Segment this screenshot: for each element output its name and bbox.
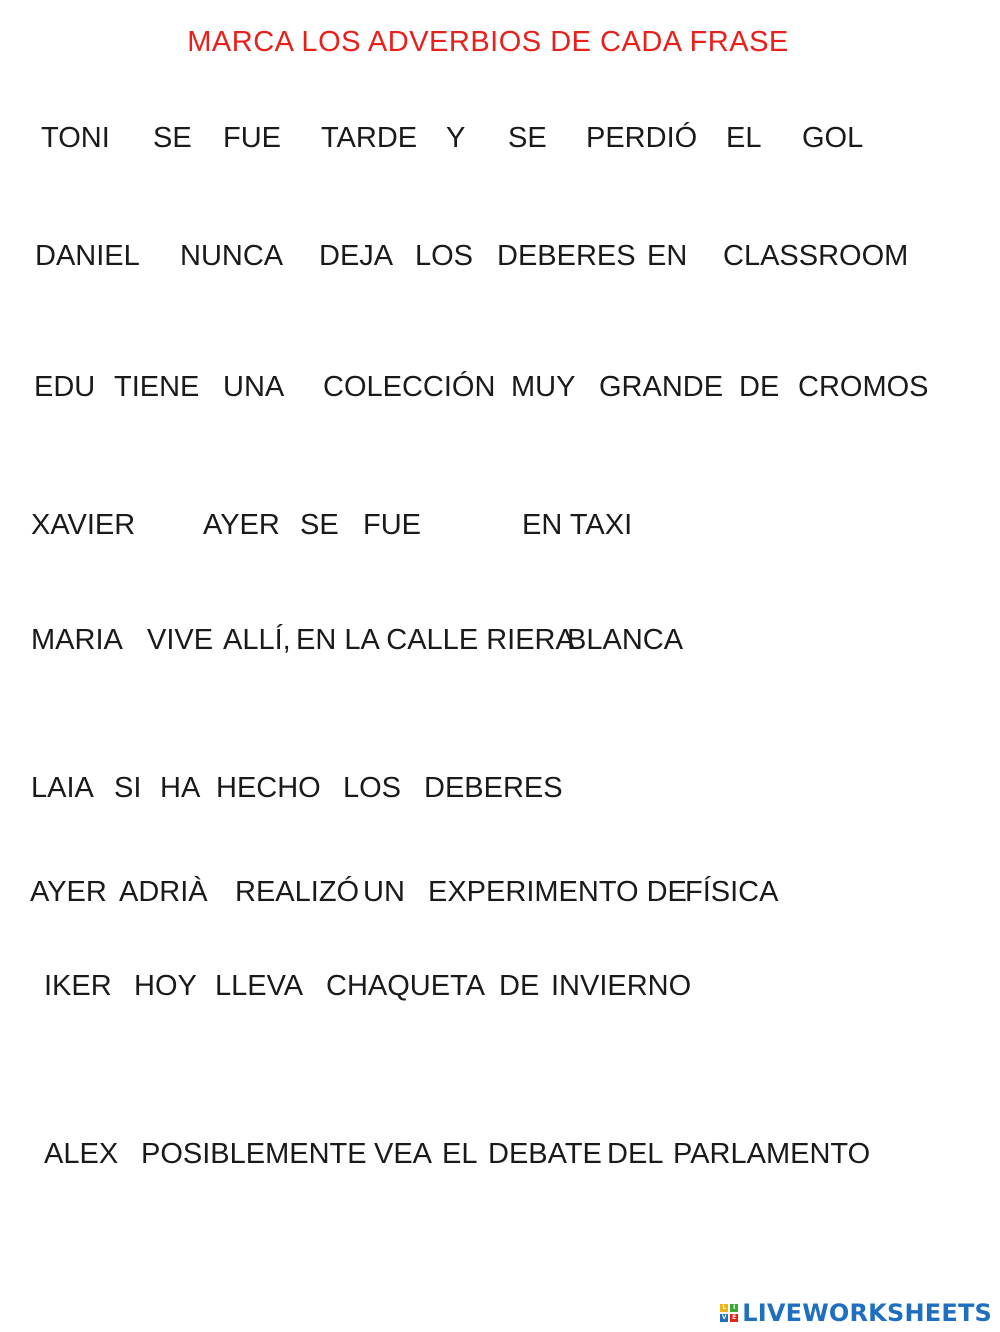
word[interactable]: VEA [374,1138,433,1170]
logo-text: LIVEWORKSHEETS [742,1299,992,1327]
word[interactable]: FUE [363,509,421,541]
sentence-1 [0,118,1000,158]
word[interactable]: DEBERES [497,240,636,272]
word[interactable]: GOL [802,122,864,154]
word[interactable]: AYER [203,509,280,541]
word[interactable]: DEBERES [424,772,563,804]
word[interactable]: DE [739,371,780,403]
word[interactable]: SI [114,772,142,804]
word[interactable]: CROMOS [798,371,929,403]
word[interactable]: TIENE [114,371,200,403]
word[interactable]: FÍSICA [685,876,779,908]
word[interactable]: INVIERNO [551,970,692,1002]
liveworksheets-logo [720,1298,992,1328]
sentence-7 [0,872,1000,912]
word[interactable]: TONI [41,122,110,154]
word[interactable]: MARIA [31,624,123,656]
word[interactable]: SE [153,122,192,154]
sentence-9 [0,1134,1000,1174]
logo-cell: E [732,1314,737,1321]
sentence-2 [0,236,1000,276]
word[interactable]: NUNCA [180,240,284,272]
word[interactable]: EXPERIMENTO DE [428,876,687,908]
word[interactable]: LAIA [31,772,94,804]
sentence-8 [0,966,1000,1006]
word[interactable]: EN LA CALLE RIERA [296,624,575,656]
logo-cell: L [720,1304,728,1312]
sentence-5 [0,620,1000,660]
word[interactable]: SE [508,122,547,154]
word[interactable]: DEBATE [488,1138,602,1170]
word[interactable]: GRANDE [599,371,724,403]
word[interactable]: EL [726,122,762,154]
word[interactable]: HA [160,772,201,804]
word[interactable]: BLANCA [567,624,684,656]
word[interactable]: EN TAXI [522,509,633,541]
word[interactable]: DE [499,970,540,1002]
word[interactable]: TARDE [321,122,418,154]
word[interactable]: VIVE [147,624,214,656]
word[interactable]: Y [446,122,466,154]
word[interactable]: DEL [607,1138,664,1170]
word[interactable]: EDU [34,371,96,403]
word[interactable]: UNA [223,371,285,403]
logo-cell: I [730,1304,738,1312]
word[interactable]: HOY [134,970,197,1002]
word[interactable]: IKER [44,970,112,1002]
word[interactable]: CHAQUETA [326,970,485,1002]
word[interactable]: SE [300,509,339,541]
word[interactable]: COLECCIÓN [323,371,496,403]
word[interactable]: DEJA [319,240,394,272]
word[interactable]: PARLAMENTO [673,1138,871,1170]
word[interactable]: LOS [343,772,402,804]
sentence-4 [0,505,1000,545]
word[interactable]: CLASSROOM [723,240,909,272]
logo-cell: V [721,1314,727,1321]
word[interactable]: UN [363,876,405,908]
word[interactable]: LLEVA [215,970,304,1002]
word[interactable]: PERDIÓ [586,122,698,154]
sentence-6 [0,768,1000,808]
word[interactable]: AYER [30,876,107,908]
word[interactable]: DANIEL [35,240,140,272]
word[interactable]: ADRIÀ [119,876,208,908]
word[interactable]: EN [647,240,688,272]
logo-icon [720,1304,738,1322]
word[interactable]: XAVIER [31,509,136,541]
word[interactable]: EL [442,1138,478,1170]
word[interactable]: FUE [223,122,281,154]
word[interactable]: ALLÍ, [223,624,291,656]
word[interactable]: REALIZÓ [235,876,360,908]
word[interactable]: LOS [415,240,474,272]
word[interactable]: HECHO [216,772,321,804]
sentence-3 [0,367,1000,407]
word[interactable]: MUY [511,371,576,403]
worksheet-title: MARCA LOS ADVERBIOS DE CADA FRASE [187,26,789,58]
word[interactable]: ALEX [44,1138,119,1170]
word[interactable]: POSIBLEMENTE [141,1138,367,1170]
